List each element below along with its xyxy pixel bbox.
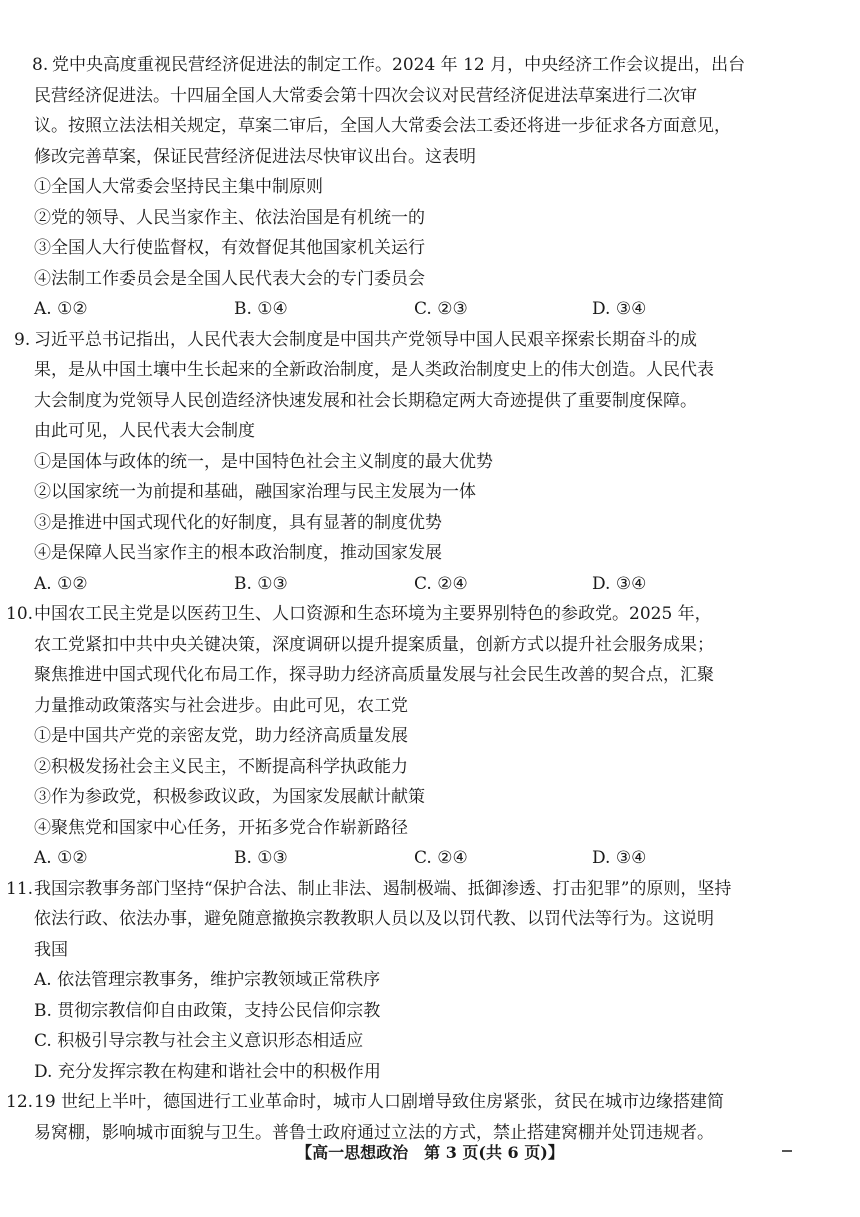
option-b: B. 贯彻宗教信仰自由政策，支持公民信仰宗教 [34,1000,381,1021]
question-stem-line: 力量推动政策落实与社会进步。由此可见，农工党 [34,695,408,716]
question-stem-line: 9. 习近平总书记指出，人民代表大会制度是中国共产党领导中国人民艰辛探索长期奋斗的成 [0,325,860,356]
choice-a: A. ①② [34,299,88,319]
choice-d: D. ③④ [592,299,647,319]
statement: ④聚焦党和国家中心任务，开拓多党合作崭新路径 [34,817,408,838]
statement: ②积极发扬社会主义民主，不断提高科学执政能力 [34,756,408,777]
question-12 [0,1087,860,1148]
question-stem-line: 大会制度为党领导人民创造经济快速发展和社会长期稳定两大奇迹提供了重要制度保障。 [34,390,697,411]
choice-b: B. ①③ [234,573,288,594]
answer-choices [0,843,860,874]
statement: ②党的领导、人民当家作主、依法治国是有机统一的 [34,207,425,228]
question-stem-line: 我国 [34,939,68,960]
question-11 [0,874,860,1088]
answer-choices [0,294,860,325]
choice-b: B. ①④ [234,299,288,319]
question-stem-line: 聚焦推进中国式现代化布局工作，探寻助力经济高质量发展与社会民生改善的契合点，汇聚 [34,665,714,685]
choice-c: C. ②③ [414,299,468,319]
question-stem-line: 议。按照立法法相关规定，草案二审后，全国人大常委会法工委还将进一步征求各方面意见， [34,116,731,136]
question-stem-line: 由此可见，人民代表大会制度 [34,421,255,441]
question-number: 11. [6,878,34,899]
question-stem-line: 11.我国宗教事务部门坚持“保护合法、制止非法、遏制极端、抵御渗透、打击犯罪”的原则，坚持 [0,874,860,905]
statement: ③是推进中国式现代化的好制度，具有显著的制度优势 [34,512,442,533]
exam-content [0,50,860,1148]
page-footer: 【高一思想政治 第 3 页(共 6 页)】 [296,1143,564,1162]
question-stem-line: 农工党紧扣中共中央关键决策，深度调研以提升提案质量，创新方式以提升社会服务成果； [34,634,714,655]
statement: ④是保障人民当家作主的根本政治制度，推动国家发展 [34,543,442,563]
choice-c: C. ②④ [414,848,468,868]
question-stem-line: 果，是从中国土壤中生长起来的全新政治制度，是人类政治制度史上的伟大创造。人民代表 [34,360,714,380]
choice-d: D. ③④ [592,573,647,594]
choice-a: A. ①② [34,848,88,868]
statement: ③作为参政党，积极参政议政，为国家发展献计献策 [34,787,425,807]
option-a: A. 依法管理宗教事务，维护宗教领域正常秩序 [34,970,381,990]
question-number: 8. [32,55,49,75]
statement: ④法制工作委员会是全国人民代表大会的专门委员会 [34,268,425,289]
question-stem-line: 依法行政、依法办事，避免随意撤换宗教教职人员以及以罚代教、以罚代法等行为。这说明 [34,909,714,929]
question-number: 12. [6,1092,34,1112]
question-stem-line: 民营经济促进法。十四届全国人大常委会第十四次会议对民营经济促进法草案进行二次审 [34,85,697,106]
statement: ①是中国共产党的亲密友党，助力经济高质量发展 [34,726,408,746]
question-number: 10. [6,604,34,624]
question-9 [0,325,860,600]
question-8 [0,50,860,325]
question-stem-line: 12.19 世纪上半叶，德国进行工业革命时，城市人口剧增导致住房紧张，贫民在城市边缘搭建简 [0,1087,860,1118]
choice-b: B. ①③ [234,848,288,868]
answer-choices [0,569,860,600]
statement: ①全国人大常委会坚持民主集中制原则 [34,177,323,197]
scan-mark [782,1150,792,1152]
choice-a: A. ①② [34,573,88,594]
statement: ②以国家统一为前提和基础，融国家治理与民主发展为一体 [34,482,476,502]
question-stem-line: 修改完善草案，保证民营经济促进法尽快审议出台。这表明 [34,146,476,167]
statement: ③全国人大行使监督权，有效督促其他国家机关运行 [34,238,425,258]
question-stem-line: 易窝棚，影响城市面貌与卫生。普鲁士政府通过立法的方式，禁止搭建窝棚并处罚违规者。 [34,1122,714,1143]
choice-d: D. ③④ [592,848,647,868]
choice-c: C. ②④ [414,573,468,594]
question-stem-line: 10.中国农工民主党是以医药卫生、人口资源和生态环境为主要界别特色的参政党。2025 年， [0,599,860,630]
statement: ①是国体与政体的统一，是中国特色社会主义制度的最大优势 [34,451,493,472]
option-d: D. 充分发挥宗教在构建和谐社会中的积极作用 [34,1061,381,1082]
question-stem-line: 8. 党中央高度重视民营经济促进法的制定工作。2024 年 12 月，中央经济工作会议提出，出台 [0,50,860,81]
question-number: 9. [14,329,31,350]
option-c: C. 积极引导宗教与社会主义意识形态相适应 [34,1031,364,1051]
question-10 [0,599,860,874]
